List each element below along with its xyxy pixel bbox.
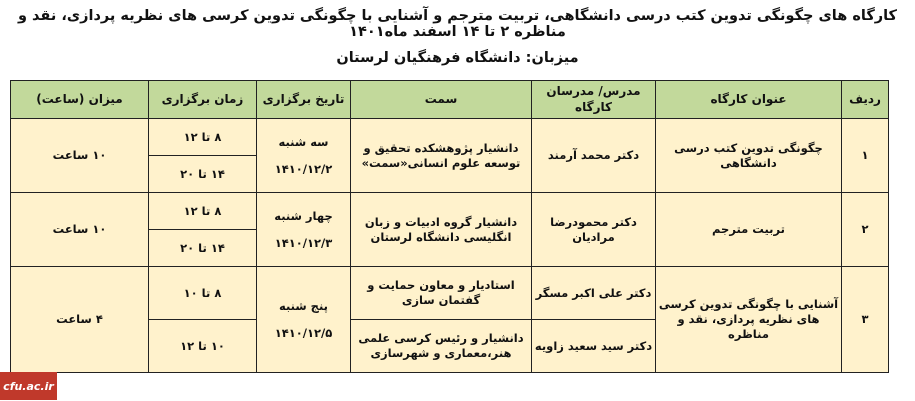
date-cell: [257, 267, 351, 373]
header-instructor: مدرس/ مدرسان کارگاه: [532, 81, 656, 119]
workshop-title: تربیت مترجم: [656, 193, 842, 267]
instructor-name: دکتر محمودرضا مرادیان: [532, 193, 656, 267]
date: ۱۴۱۰/۱۲/۵: [274, 325, 333, 340]
header-hours: میزان (ساعت): [11, 81, 149, 119]
header-position: سمت: [351, 81, 532, 119]
table-row: [11, 119, 889, 156]
instructor-position: دانشیار گروه ادبیات و زبان انگلیسی دانشگاه لرستان: [351, 193, 532, 267]
date-cell: [257, 193, 351, 267]
header-row-number: ردیف: [842, 81, 889, 119]
date: ۱۴۱۰/۱۲/۲: [274, 161, 333, 176]
hours-cell: ۴ ساعت: [11, 267, 149, 373]
time-slot: ۸ تا ۱۰: [149, 267, 257, 320]
page-title: کارگاه های چگونگی تدوین کتب درسی دانشگاهی، تربیت مترجم و آشنایی با چگونگی تدوین کرسی های نظریه پردازی، نقد و مناظره ۲ تا ۱۴ اسفند ماه۱۴۰۱: [17, 8, 897, 40]
watermark-badge: cfu.ac.ir: [0, 372, 57, 400]
instructor-name: دکتر سید سعید زاویه: [532, 320, 656, 373]
time-slot: ۱۴ تا ۲۰: [149, 230, 257, 267]
header-date: تاریخ برگزاری: [257, 81, 351, 119]
workshop-title: چگونگی تدوین کتب درسی دانشگاهی: [656, 119, 842, 193]
time-slot: ۱۰ تا ۱۲: [149, 320, 257, 373]
hours-cell: ۱۰ ساعت: [11, 119, 149, 193]
row-number: ۳: [842, 267, 889, 373]
workshop-title: آشنایی با چگونگی تدوین کرسی های نظریه پردازی، نقد و مناظره: [656, 267, 842, 373]
table-row: [11, 267, 889, 320]
date-cell: [257, 119, 351, 193]
instructor-position: استادیار و معاون حمایت و گفتمان سازی: [351, 267, 532, 320]
time-slot: ۸ تا ۱۲: [149, 119, 257, 156]
instructor-position: دانشیار پژوهشکده تحقیق و توسعه علوم انسانی«سمت»: [351, 119, 532, 193]
row-number: ۲: [842, 193, 889, 267]
table-header-row: [11, 81, 889, 119]
instructor-name: دکتر محمد آرمند: [532, 119, 656, 193]
weekday: چهار شنبه: [274, 208, 333, 223]
weekday: سه شنبه: [278, 134, 329, 149]
weekday: پنج شنبه: [279, 298, 328, 313]
time-slot: ۱۴ تا ۲۰: [149, 156, 257, 193]
instructor-position: دانشیار و رئیس کرسی علمی هنر،معماری و شهرسازی: [351, 320, 532, 373]
table-row: [11, 193, 889, 230]
page-subtitle: میزبان: دانشگاه فرهنگیان لرستان: [336, 50, 579, 66]
date: ۱۴۱۰/۱۲/۳: [274, 235, 333, 250]
header-workshop-title: عنوان کارگاه: [656, 81, 842, 119]
hours-cell: ۱۰ ساعت: [11, 193, 149, 267]
workshop-table: [10, 80, 889, 373]
time-slot: ۸ تا ۱۲: [149, 193, 257, 230]
row-number: ۱: [842, 119, 889, 193]
instructor-name: دکتر علی اکبر مسگر: [532, 267, 656, 320]
header-time: زمان برگزاری: [149, 81, 257, 119]
